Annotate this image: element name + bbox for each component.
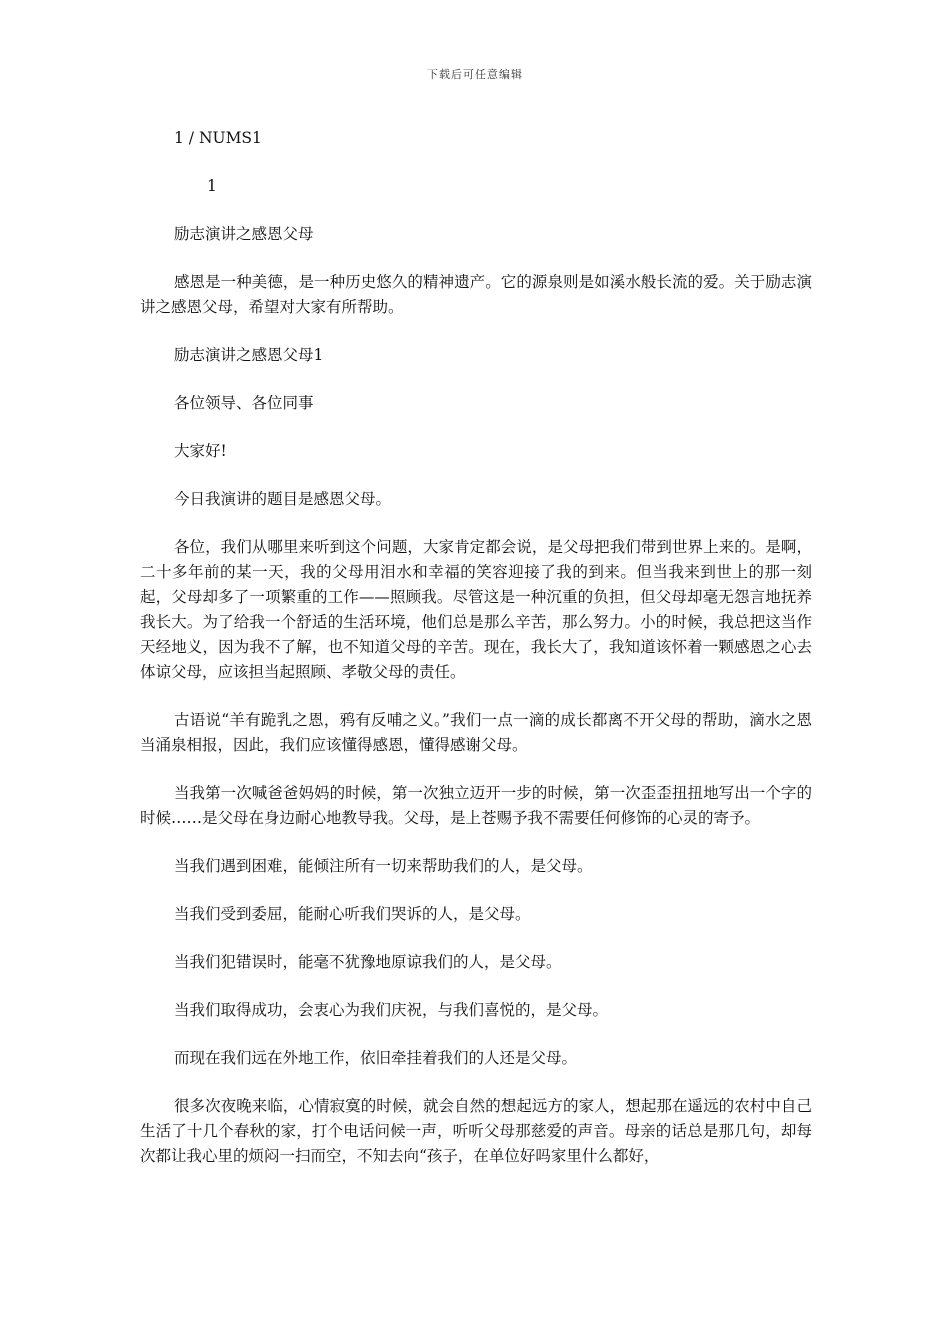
body-paragraph: 古语说“羊有跪乳之恩，鸦有反哺之义。”我们一点一滴的成长都离不开父母的帮助，滴水之恩当涌泉相报，因此，我们应该懂得感恩，懂得感谢父母。 <box>140 711 812 754</box>
body-paragraph: 各位，我们从哪里来听到这个问题，大家肯定都会说，是父母把我们带到世界上来的。是啊，二十多年前的某一天，我的父母用泪水和幸福的笑容迎接了我的到来。但当我来到世上的那一刻起，父母却多了一项繁重的工作——照顾我。尽管这是一种沉重的负担，但父母却毫无怨言地抚养我长大。为了给我一个舒适的生活环境，他们总是那么辛苦，那么努力。小的时候，我总把这当作天经地义，因为我不了解，也不知道父母的辛苦。现在，我长大了，我知道该怀着一颗感恩之心去体谅父母，应该担当起照顾、孝敬父母的责任。 <box>140 538 812 681</box>
salutation: 各位领导、各位同事 <box>174 394 314 412</box>
section-heading: 励志演讲之感恩父母1 <box>174 346 324 364</box>
body-paragraph: 当我们受到委屈，能耐心听我们哭诉的人，是父母。 <box>174 905 531 923</box>
document-title: 励志演讲之感恩父母 <box>174 225 314 243</box>
body-paragraph: 当我第一次喊爸爸妈妈的时候，第一次独立迈开一步的时候，第一次歪歪扭扭地写出一个字的时候……是父母在身边耐心地教导我。父母，是上苍赐予我不需要任何修饰的心灵的寄予。 <box>140 784 812 827</box>
document-body <box>140 126 812 1192</box>
intro-paragraph: 感恩是一种美德，是一种历史悠久的精神遗产。它的源泉则是如溪水般长流的爱。关于励志演讲之感恩父母，希望对大家有所帮助。 <box>140 273 812 316</box>
body-paragraph: 而现在我们远在外地工作，依旧牵挂着我们的人还是父母。 <box>174 1049 578 1067</box>
greeting: 大家好! <box>174 442 227 460</box>
header-note: 下载后可任意编辑 <box>427 68 523 81</box>
topic-line: 今日我演讲的题目是感恩父母。 <box>174 490 392 508</box>
body-paragraph: 很多次夜晚来临，心情寂寞的时候，就会自然的想起远方的家人，想起那在遥远的农村中自己生活了十几个春秋的家，打个电话问候一声，听听父母那慈爱的声音。母亲的话总是那几句，却每次都让我心里的烦闷一扫而空，不知去向“孩子，在单位好吗家里什么都好， <box>140 1097 812 1165</box>
page-number: 1 / NUMS1 <box>174 129 262 147</box>
page-digit: 1 <box>207 177 217 195</box>
body-paragraph: 当我们取得成功，会衷心为我们庆祝，与我们喜悦的，是父母。 <box>174 1001 609 1019</box>
body-paragraph: 当我们遇到困难，能倾注所有一切来帮助我们的人，是父母。 <box>174 857 593 875</box>
body-paragraph: 当我们犯错误时，能毫不犹豫地原谅我们的人，是父母。 <box>174 953 562 971</box>
